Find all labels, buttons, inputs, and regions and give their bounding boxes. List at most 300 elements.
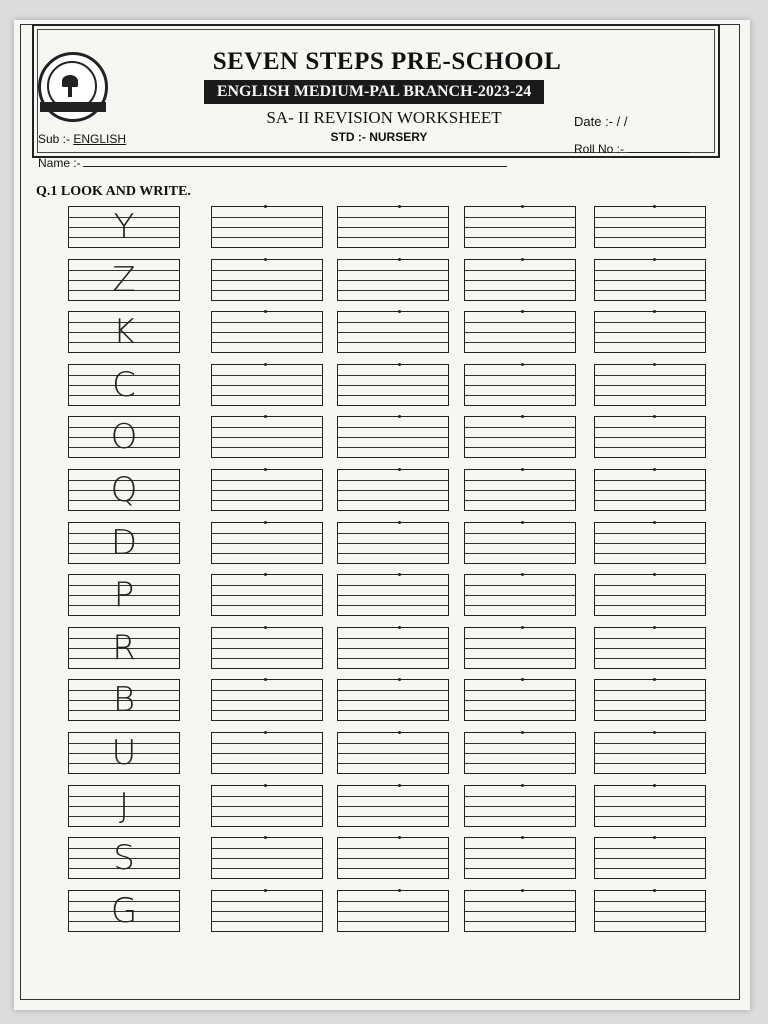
- practice-writing-box[interactable]: [337, 416, 449, 458]
- ruled-line: [595, 796, 705, 797]
- ruled-line: [338, 901, 448, 902]
- ruled-line: [595, 595, 705, 596]
- model-letter: J: [118, 785, 130, 826]
- ruled-line: [465, 342, 575, 343]
- logo-band: [40, 102, 106, 112]
- practice-writing-box[interactable]: [594, 785, 706, 827]
- practice-writing-box[interactable]: [464, 732, 576, 774]
- practice-writing-box[interactable]: [211, 837, 323, 879]
- ruled-line: [212, 700, 322, 701]
- ruled-line: [465, 710, 575, 711]
- ruled-line: [595, 332, 705, 333]
- start-dot: [521, 205, 524, 208]
- ruled-line: [338, 848, 448, 849]
- start-dot: [653, 836, 656, 839]
- ruled-line: [212, 710, 322, 711]
- question-title: Q.1 LOOK AND WRITE.: [36, 184, 191, 199]
- worksheet-page: [14, 20, 750, 1010]
- model-letter: Q: [110, 470, 138, 510]
- ruled-line: [465, 911, 575, 912]
- ruled-line: [595, 638, 705, 639]
- start-dot: [653, 415, 656, 418]
- practice-writing-box[interactable]: [594, 259, 706, 301]
- ruled-line: [338, 911, 448, 912]
- ruled-line: [212, 553, 322, 554]
- ruled-line: [595, 658, 705, 659]
- ruled-line: [465, 690, 575, 691]
- ruled-line: [465, 322, 575, 323]
- ruled-line: [465, 816, 575, 817]
- ruled-line: [595, 375, 705, 376]
- ruled-line: [595, 848, 705, 849]
- ruled-line: [595, 710, 705, 711]
- ruled-line: [465, 700, 575, 701]
- ruled-line: [338, 375, 448, 376]
- ruled-line: [465, 270, 575, 271]
- start-dot: [398, 836, 401, 839]
- ruled-line: [338, 690, 448, 691]
- start-dot: [398, 889, 401, 892]
- ruled-line: [338, 447, 448, 448]
- start-dot: [653, 205, 656, 208]
- ruled-line: [465, 901, 575, 902]
- ruled-line: [338, 753, 448, 754]
- ruled-line: [212, 658, 322, 659]
- ruled-line: [465, 553, 575, 554]
- ruled-line: [212, 237, 322, 238]
- start-dot: [264, 836, 267, 839]
- ruled-line: [212, 690, 322, 691]
- ruled-line: [595, 648, 705, 649]
- ruled-line: [212, 270, 322, 271]
- ruled-line: [338, 858, 448, 859]
- ruled-line: [465, 290, 575, 291]
- model-letter-box: [68, 627, 180, 669]
- practice-writing-box[interactable]: [594, 679, 706, 721]
- start-dot: [653, 468, 656, 471]
- start-dot: [521, 889, 524, 892]
- ruled-line: [338, 605, 448, 606]
- ruled-line: [465, 217, 575, 218]
- start-dot: [398, 468, 401, 471]
- practice-writing-box[interactable]: [211, 522, 323, 564]
- ruled-line: [595, 868, 705, 869]
- ruled-line: [338, 237, 448, 238]
- ruled-line: [212, 868, 322, 869]
- ruled-line: [595, 901, 705, 902]
- ruled-line: [595, 533, 705, 534]
- model-letter-box: [68, 416, 180, 458]
- ruled-line: [212, 500, 322, 501]
- start-dot: [653, 889, 656, 892]
- practice-writing-box[interactable]: [594, 206, 706, 248]
- ruled-line: [465, 605, 575, 606]
- ruled-line: [338, 868, 448, 869]
- start-dot: [521, 678, 524, 681]
- ruled-line: [465, 480, 575, 481]
- practice-writing-box[interactable]: [594, 364, 706, 406]
- ruled-line: [212, 911, 322, 912]
- practice-writing-box[interactable]: [211, 627, 323, 669]
- ruled-line: [338, 280, 448, 281]
- practice-writing-box[interactable]: [464, 469, 576, 511]
- practice-writing-box[interactable]: [337, 627, 449, 669]
- model-letter-box: [68, 469, 180, 511]
- practice-writing-box[interactable]: [337, 890, 449, 932]
- ruled-line: [465, 533, 575, 534]
- ruled-line: [595, 858, 705, 859]
- school-name: SEVEN STEPS PRE-SCHOOL: [212, 48, 562, 75]
- ruled-line: [338, 816, 448, 817]
- practice-writing-box[interactable]: [211, 259, 323, 301]
- practice-writing-box[interactable]: [464, 837, 576, 879]
- model-letter: U: [111, 733, 137, 773]
- ruled-line: [212, 375, 322, 376]
- ruled-line: [212, 447, 322, 448]
- practice-writing-box[interactable]: [337, 837, 449, 879]
- start-dot: [653, 363, 656, 366]
- start-dot: [398, 573, 401, 576]
- ruled-line: [212, 290, 322, 291]
- ruled-line: [338, 533, 448, 534]
- ruled-line: [212, 858, 322, 859]
- standard-label: STD :- NURSERY: [330, 130, 428, 144]
- ruled-line: [595, 911, 705, 912]
- practice-writing-box[interactable]: [337, 522, 449, 564]
- ruled-line: [595, 480, 705, 481]
- ruled-line: [465, 385, 575, 386]
- start-dot: [521, 784, 524, 787]
- ruled-line: [338, 595, 448, 596]
- start-dot: [264, 731, 267, 734]
- ruled-line: [212, 427, 322, 428]
- ruled-line: [465, 595, 575, 596]
- ruled-line: [212, 796, 322, 797]
- practice-writing-box[interactable]: [337, 785, 449, 827]
- ruled-line: [465, 447, 575, 448]
- ruled-line: [212, 763, 322, 764]
- ruled-line: [595, 427, 705, 428]
- model-letter-box: [68, 311, 180, 353]
- model-letter: B: [112, 680, 136, 721]
- practice-writing-box[interactable]: [211, 785, 323, 827]
- start-dot: [398, 678, 401, 681]
- roll-no-label: Roll No :-: [574, 142, 625, 156]
- practice-writing-box[interactable]: [337, 732, 449, 774]
- model-letter-box: [68, 837, 180, 879]
- ruled-line: [212, 332, 322, 333]
- start-dot: [521, 731, 524, 734]
- practice-writing-box[interactable]: [594, 311, 706, 353]
- start-dot: [264, 310, 267, 313]
- practice-writing-box[interactable]: [464, 364, 576, 406]
- practice-writing-box[interactable]: [464, 627, 576, 669]
- ruled-line: [212, 848, 322, 849]
- ruled-line: [212, 743, 322, 744]
- ruled-line: [465, 763, 575, 764]
- start-dot: [521, 310, 524, 313]
- ruled-line: [338, 921, 448, 922]
- ruled-line: [338, 290, 448, 291]
- practice-writing-box[interactable]: [594, 837, 706, 879]
- practice-writing-box[interactable]: [464, 890, 576, 932]
- start-dot: [264, 468, 267, 471]
- ruled-line: [595, 763, 705, 764]
- start-dot: [264, 678, 267, 681]
- model-letter-box: [68, 206, 180, 248]
- ruled-line: [465, 858, 575, 859]
- ruled-line: [338, 638, 448, 639]
- practice-writing-box[interactable]: [464, 206, 576, 248]
- ruled-line: [465, 227, 575, 228]
- ruled-line: [595, 342, 705, 343]
- ruled-line: [212, 605, 322, 606]
- ruled-line: [465, 500, 575, 501]
- start-dot: [653, 521, 656, 524]
- ruled-line: [465, 921, 575, 922]
- worksheet-title: SA- II REVISION WORKSHEET: [266, 108, 502, 127]
- ruled-line: [338, 385, 448, 386]
- practice-writing-box[interactable]: [337, 364, 449, 406]
- subject-line: [38, 132, 126, 146]
- practice-writing-box[interactable]: [464, 259, 576, 301]
- ruled-line: [465, 868, 575, 869]
- ruled-line: [212, 490, 322, 491]
- practice-writing-box[interactable]: [211, 206, 323, 248]
- start-dot: [653, 731, 656, 734]
- ruled-line: [595, 585, 705, 586]
- start-dot: [653, 258, 656, 261]
- ruled-line: [212, 753, 322, 754]
- ruled-line: [212, 437, 322, 438]
- ruled-line: [338, 227, 448, 228]
- model-letter: D: [110, 522, 138, 563]
- ruled-line: [465, 743, 575, 744]
- ruled-line: [595, 690, 705, 691]
- ruled-line: [465, 280, 575, 281]
- ruled-line: [338, 710, 448, 711]
- ruled-line: [212, 921, 322, 922]
- ruled-line: [212, 533, 322, 534]
- ruled-line: [595, 395, 705, 396]
- ruled-line: [212, 901, 322, 902]
- ruled-line: [465, 658, 575, 659]
- practice-writing-box[interactable]: [594, 416, 706, 458]
- ruled-line: [212, 227, 322, 228]
- ruled-line: [465, 490, 575, 491]
- practice-writing-box[interactable]: [464, 416, 576, 458]
- start-dot: [653, 678, 656, 681]
- ruled-line: [595, 385, 705, 386]
- start-dot: [264, 205, 267, 208]
- model-letter: O: [110, 417, 138, 458]
- practice-writing-box[interactable]: [594, 469, 706, 511]
- ruled-line: [338, 743, 448, 744]
- ruled-line: [465, 543, 575, 544]
- ruled-line: [212, 322, 322, 323]
- ruled-line: [595, 753, 705, 754]
- ruled-line: [595, 743, 705, 744]
- start-dot: [653, 784, 656, 787]
- ruled-line: [212, 480, 322, 481]
- ruled-line: [212, 585, 322, 586]
- ruled-line: [338, 553, 448, 554]
- start-dot: [264, 573, 267, 576]
- start-dot: [521, 521, 524, 524]
- practice-writing-box[interactable]: [211, 890, 323, 932]
- date-field[interactable]: Date :- / /: [574, 114, 628, 129]
- subject-label: Sub :-: [38, 132, 74, 146]
- ruled-line: [595, 543, 705, 544]
- practice-writing-box[interactable]: [594, 627, 706, 669]
- ruled-line: [595, 280, 705, 281]
- start-dot: [398, 258, 401, 261]
- branch-banner: ENGLISH MEDIUM-PAL BRANCH-2023-24: [204, 80, 544, 104]
- ruled-line: [465, 806, 575, 807]
- ruled-line: [338, 585, 448, 586]
- ruled-line: [595, 700, 705, 701]
- start-dot: [398, 205, 401, 208]
- start-dot: [264, 363, 267, 366]
- practice-writing-box[interactable]: [337, 259, 449, 301]
- ruled-line: [212, 648, 322, 649]
- ruled-line: [465, 427, 575, 428]
- start-dot: [398, 363, 401, 366]
- ruled-line: [338, 342, 448, 343]
- ruled-line: [212, 543, 322, 544]
- ruled-line: [338, 648, 448, 649]
- practice-writing-box[interactable]: [464, 785, 576, 827]
- model-letter: C: [112, 364, 136, 405]
- ruled-line: [595, 490, 705, 491]
- practice-writing-box[interactable]: [464, 574, 576, 616]
- ruled-line: [595, 500, 705, 501]
- practice-writing-box[interactable]: [594, 732, 706, 774]
- ruled-line: [465, 753, 575, 754]
- practice-writing-box[interactable]: [211, 732, 323, 774]
- model-letter-box: [68, 259, 180, 301]
- model-letter-box: [68, 679, 180, 721]
- ruled-line: [595, 290, 705, 291]
- practice-writing-box[interactable]: [211, 311, 323, 353]
- practice-writing-box[interactable]: [211, 679, 323, 721]
- start-dot: [398, 415, 401, 418]
- ruled-line: [212, 395, 322, 396]
- start-dot: [653, 310, 656, 313]
- practice-writing-box[interactable]: [464, 311, 576, 353]
- start-dot: [398, 784, 401, 787]
- start-dot: [521, 258, 524, 261]
- model-letter: R: [112, 627, 136, 668]
- start-dot: [653, 573, 656, 576]
- practice-writing-box[interactable]: [594, 890, 706, 932]
- model-letter-box: [68, 890, 180, 932]
- practice-writing-box[interactable]: [337, 574, 449, 616]
- ruled-line: [338, 543, 448, 544]
- ruled-line: [595, 605, 705, 606]
- start-dot: [264, 258, 267, 261]
- start-dot: [653, 626, 656, 629]
- ruled-line: [465, 237, 575, 238]
- practice-writing-box[interactable]: [211, 469, 323, 511]
- practice-writing-box[interactable]: [337, 679, 449, 721]
- start-dot: [398, 521, 401, 524]
- practice-writing-box[interactable]: [211, 416, 323, 458]
- ruled-line: [595, 237, 705, 238]
- ruled-line: [595, 227, 705, 228]
- ruled-line: [338, 700, 448, 701]
- ruled-line: [338, 332, 448, 333]
- start-dot: [521, 626, 524, 629]
- roll-no-field[interactable]: [574, 142, 690, 156]
- ruled-line: [338, 763, 448, 764]
- ruled-line: [465, 395, 575, 396]
- start-dot: [264, 521, 267, 524]
- ruled-line: [212, 280, 322, 281]
- name-label: Name :-: [38, 156, 81, 170]
- start-dot: [521, 415, 524, 418]
- ruled-line: [338, 437, 448, 438]
- model-letter: G: [110, 890, 138, 931]
- ruled-line: [338, 796, 448, 797]
- subject-value: ENGLISH: [73, 132, 127, 146]
- start-dot: [264, 626, 267, 629]
- ruled-line: [338, 427, 448, 428]
- ruled-line: [212, 816, 322, 817]
- ruled-line: [338, 322, 448, 323]
- model-letter-box: [68, 574, 180, 616]
- ruled-line: [595, 921, 705, 922]
- ruled-line: [595, 447, 705, 448]
- practice-writing-box[interactable]: [211, 364, 323, 406]
- model-letter-box: [68, 522, 180, 564]
- practice-writing-box[interactable]: [337, 469, 449, 511]
- ruled-line: [595, 553, 705, 554]
- start-dot: [521, 363, 524, 366]
- practice-writing-box[interactable]: [211, 574, 323, 616]
- ruled-line: [338, 500, 448, 501]
- start-dot: [521, 468, 524, 471]
- ruled-line: [465, 375, 575, 376]
- practice-writing-box[interactable]: [464, 522, 576, 564]
- start-dot: [264, 784, 267, 787]
- ruled-line: [595, 816, 705, 817]
- ruled-line: [595, 217, 705, 218]
- ruled-line: [212, 217, 322, 218]
- ruled-line: [595, 437, 705, 438]
- model-letter-box: [68, 785, 180, 827]
- start-dot: [398, 310, 401, 313]
- start-dot: [264, 889, 267, 892]
- practice-writing-box[interactable]: [464, 679, 576, 721]
- practice-writing-box[interactable]: [594, 522, 706, 564]
- model-letter: Y: [113, 207, 135, 247]
- ruled-line: [338, 270, 448, 271]
- ruled-line: [212, 385, 322, 386]
- ruled-line: [465, 648, 575, 649]
- ruled-line: [465, 332, 575, 333]
- name-field[interactable]: [38, 156, 507, 170]
- model-letter: K: [112, 312, 136, 353]
- ruled-line: [212, 595, 322, 596]
- practice-writing-box[interactable]: [594, 574, 706, 616]
- model-letter: S: [113, 838, 135, 879]
- practice-writing-box[interactable]: [337, 206, 449, 248]
- model-letter: Z: [112, 259, 136, 300]
- ruled-line: [595, 270, 705, 271]
- practice-writing-box[interactable]: [337, 311, 449, 353]
- ruled-line: [338, 480, 448, 481]
